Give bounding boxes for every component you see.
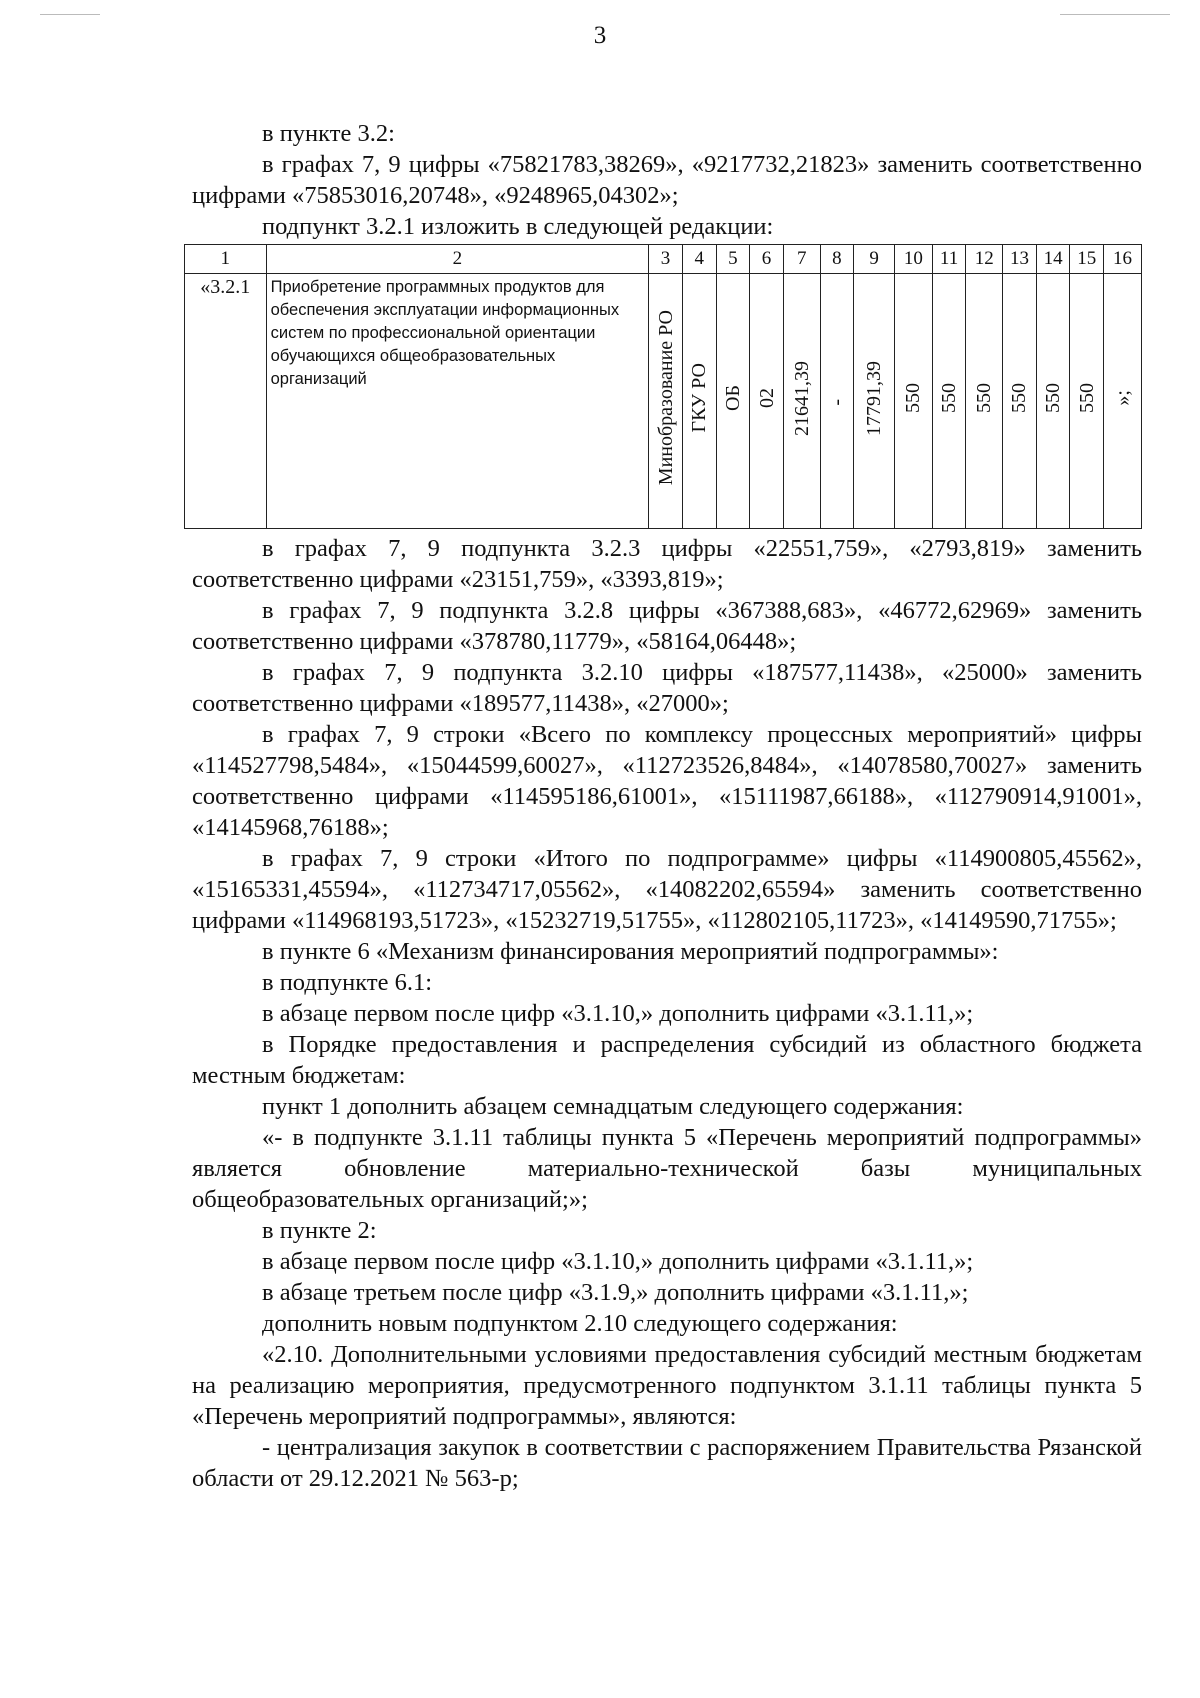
column-header: 2 xyxy=(266,245,649,274)
amendment-table xyxy=(184,244,1142,529)
cell-text: 550 xyxy=(1075,383,1098,413)
paragraph: в графах 7, 9 цифры «75821783,38269», «9217732,21823» заменить соответственно цифрами «75853016,20748», «9248965,04302»; xyxy=(192,151,1142,209)
cell-year-12 xyxy=(966,274,1003,529)
column-header: 1 xyxy=(185,245,267,274)
cell-text: - xyxy=(825,399,848,406)
column-header: 11 xyxy=(932,245,966,274)
paragraph: «2.10. Дополнительными условиями предоставления субсидий местным бюджетам на реализацию мероприятия, предусмотренного подпунктом 3.1.11 таблицы пункта 5 «Перечень мероприятий подпрограммы», являются: xyxy=(192,1341,1142,1430)
column-header: 14 xyxy=(1036,245,1070,274)
paragraph: в пункте 6 «Механизм финансирования мероприятий подпрограммы»: xyxy=(262,938,999,965)
paragraph: в графах 7, 9 подпункта 3.2.10 цифры «187577,11438», «25000» заменить соответственно цифрами «189577,11438», «27000»; xyxy=(192,659,1142,717)
paragraph: в графах 7, 9 подпункта 3.2.3 цифры «22551,759», «2793,819» заменить соответственно цифрами «23151,759», «3393,819»; xyxy=(192,535,1142,593)
column-header: 6 xyxy=(750,245,784,274)
scan-artifact-right xyxy=(1060,14,1170,15)
cell-text: 550 xyxy=(1042,383,1065,413)
cell-year-11 xyxy=(932,274,966,529)
paragraph: дополнить новым подпунктом 2.10 следующего содержания: xyxy=(262,1310,898,1337)
paragraph: - централизация закупок в соответствии с распоряжением Правительства Рязанской области от 29.12.2021 № 563-р; xyxy=(192,1434,1142,1492)
paragraph: в подпункте 6.1: xyxy=(262,969,433,996)
cell-code xyxy=(750,274,784,529)
column-header: 3 xyxy=(649,245,683,274)
cell-source xyxy=(716,274,750,529)
paragraph: пункт 1 дополнить абзацем семнадцатым следующего содержания: xyxy=(262,1093,964,1120)
cell-total xyxy=(783,274,820,529)
paragraph: в графах 7, 9 строки «Итого по подпрограмме» цифры «114900805,45562», «15165331,45594», «112734717,05562», «14082202,65594» заменить соответственно цифрами «114968193,51723», «15232719,51755», «112802105,11723», «14149590,71755»; xyxy=(192,845,1142,934)
column-header: 16 xyxy=(1104,245,1142,274)
column-header: 7 xyxy=(783,245,820,274)
cell-text: 550 xyxy=(938,383,961,413)
column-header: 9 xyxy=(854,245,895,274)
cell-text: 550 xyxy=(902,383,925,413)
cell-text: ОБ xyxy=(721,385,744,411)
table-header-row xyxy=(185,245,1142,274)
column-header: 5 xyxy=(716,245,750,274)
row-name: Приобретение программных продуктов для обеспечения эксплуатации информационных систем по профессиональной ориентации обучающихся общеобразовательных организаций xyxy=(266,274,649,529)
paragraph: в Порядке предоставления и распределения субсидий из областного бюджета местным бюджетам: xyxy=(192,1031,1142,1089)
cell-text: 550 xyxy=(973,383,996,413)
column-header: 12 xyxy=(966,245,1003,274)
cell-text: Минобразование РО xyxy=(654,310,677,486)
cell-text: 02 xyxy=(755,388,778,408)
paragraph: в абзаце первом после цифр «3.1.10,» дополнить цифрами «3.1.11,»; xyxy=(262,1000,974,1027)
paragraph: в пункте 2: xyxy=(262,1217,377,1244)
paragraph: в абзаце третьем после цифр «3.1.9,» дополнить цифрами «3.1.11,»; xyxy=(262,1279,969,1306)
cell-closing xyxy=(1104,274,1142,529)
cell-responsible xyxy=(649,274,683,529)
scan-artifact-left xyxy=(40,14,100,15)
row-code: «3.2.1 xyxy=(185,274,267,529)
cell-text: 21641,39 xyxy=(790,360,813,436)
paragraph: в графах 7, 9 подпункта 3.2.8 цифры «367388,683», «46772,62969» заменить соответственно цифрами «378780,11779», «58164,06448»; xyxy=(192,597,1142,655)
cell-text: 550 xyxy=(1008,383,1031,413)
cell-year-13 xyxy=(1003,274,1037,529)
table-row xyxy=(185,274,1142,529)
cell-text: ГКУ РО xyxy=(688,363,711,433)
document-body xyxy=(192,118,1142,1494)
cell-year-14 xyxy=(1036,274,1070,529)
column-header: 13 xyxy=(1003,245,1037,274)
paragraph: в пункте 3.2: xyxy=(262,120,395,147)
column-header: 15 xyxy=(1070,245,1104,274)
paragraph: в графах 7, 9 строки «Всего по комплексу процессных мероприятий» цифры «114527798,5484», «15044599,60027», «112723526,8484», «14078580,70027» заменить соответственно цифрами «114595186,61001», «15111987,66188», «112790914,91001», «14145968,76188»; xyxy=(192,721,1142,841)
column-header: 4 xyxy=(682,245,716,274)
column-header: 8 xyxy=(820,245,854,274)
column-header: 10 xyxy=(895,245,933,274)
cell-executor xyxy=(682,274,716,529)
cell-year-8 xyxy=(820,274,854,529)
cell-year-10 xyxy=(895,274,933,529)
paragraph: в абзаце первом после цифр «3.1.10,» дополнить цифрами «3.1.11,»; xyxy=(262,1248,974,1275)
page-number: 3 xyxy=(593,22,607,49)
cell-text: 17791,39 xyxy=(863,360,886,436)
cell-text: »; xyxy=(1111,390,1134,406)
paragraph: подпункт 3.2.1 изложить в следующей редакции: xyxy=(262,213,774,240)
paragraph: «- в подпункте 3.1.11 таблицы пункта 5 «Перечень мероприятий подпрограммы» является обновление материально-технической базы муниципальных общеобразовательных организаций;»; xyxy=(192,1124,1142,1213)
cell-year-15 xyxy=(1070,274,1104,529)
cell-year-9 xyxy=(854,274,895,529)
